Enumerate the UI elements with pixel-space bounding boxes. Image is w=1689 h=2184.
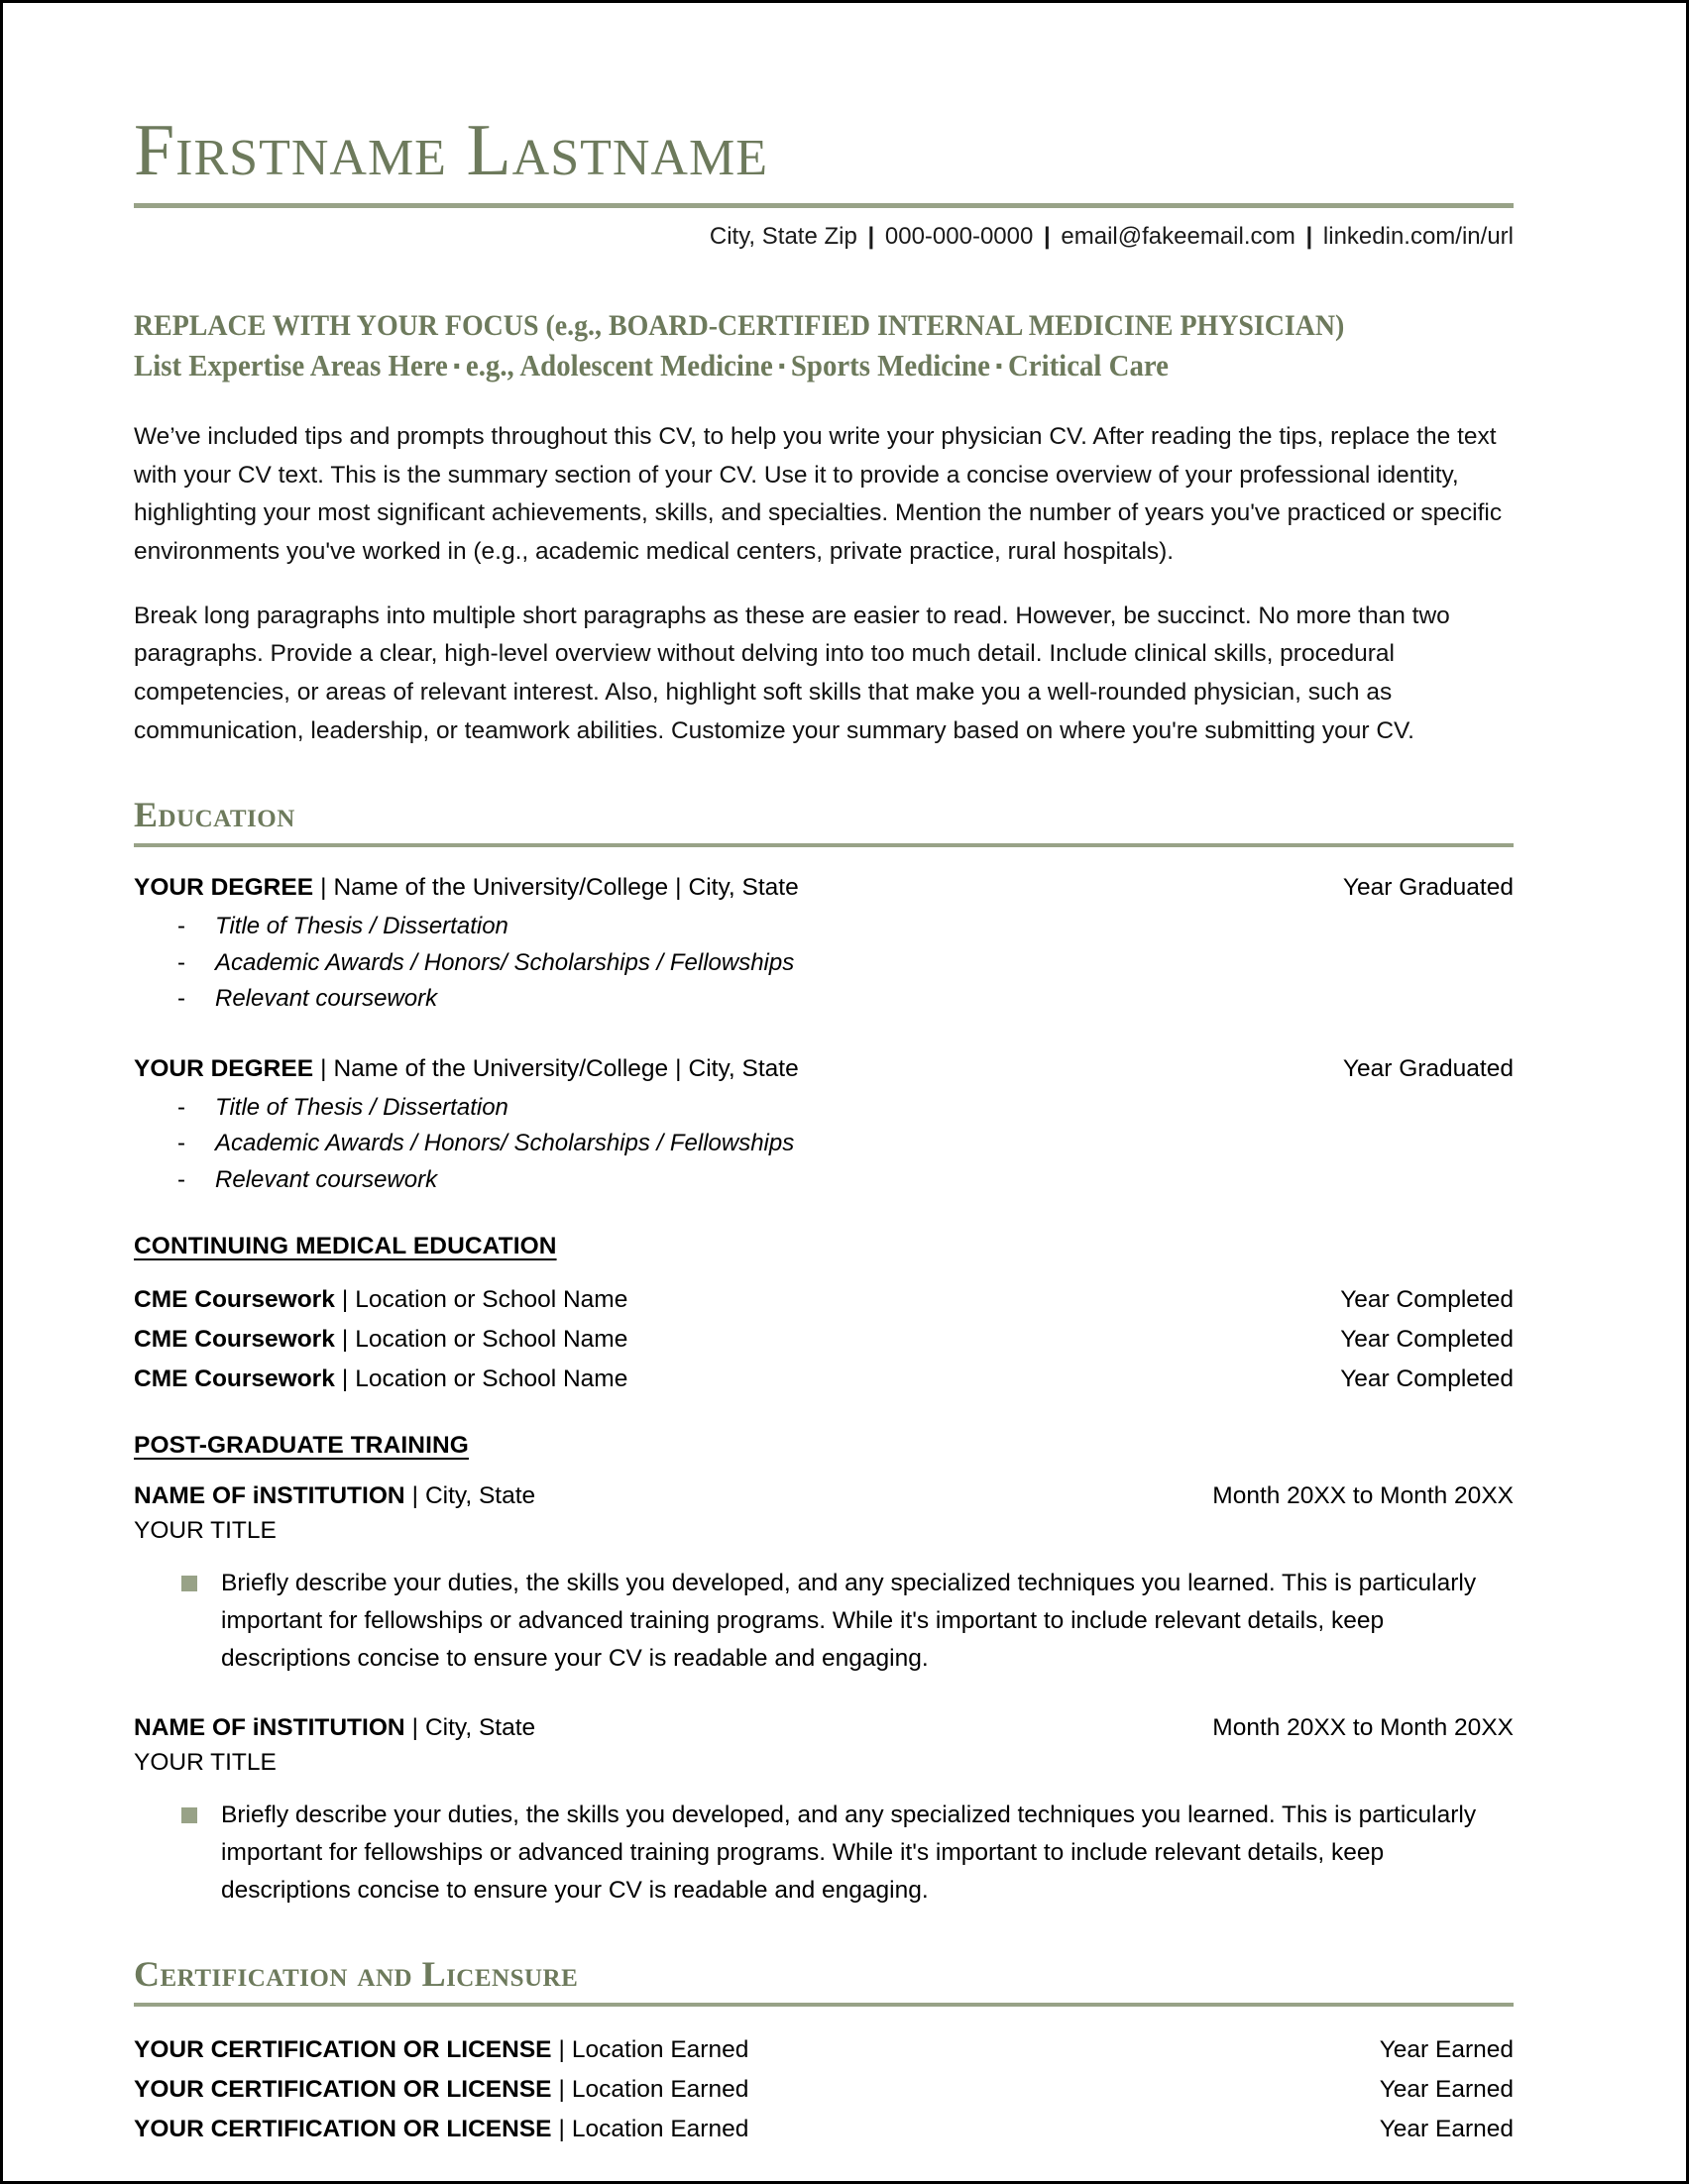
cme-location: Location or School Name (355, 1286, 628, 1314)
list-item: - Relevant coursework (134, 1163, 1514, 1198)
postgrad-entry-left (134, 1479, 1188, 1514)
cme-row-left (134, 1360, 1316, 1399)
degree-location: City, State (688, 874, 799, 902)
postgrad-bullet-list (134, 1797, 1514, 1911)
spacer (134, 1199, 1514, 1233)
expertise-item: Critical Care (1007, 347, 1169, 382)
list-item: - Academic Awards / Honors/ Scholarships / Fellowships (134, 946, 1514, 981)
contact-email[interactable]: email@fakeemail.com (1061, 223, 1295, 250)
cme-name: CME Coursework (134, 1325, 335, 1353)
certification-location: Location Earned (571, 2115, 749, 2142)
cme-year: Year Completed (1340, 1325, 1514, 1353)
postgrad-dates: Month 20XX to Month 20XX (1212, 1714, 1514, 1742)
contact-phone[interactable]: 000-000-0000 (884, 223, 1034, 250)
certification-year: Year Earned (1379, 2076, 1514, 2104)
degree-institution: Name of the University/College (333, 1054, 669, 1082)
cme-row (134, 1280, 1514, 1320)
certification-row-left (134, 2070, 1356, 2110)
degree-location: City, State (688, 1054, 799, 1082)
certification-name: YOUR CERTIFICATION OR LICENSE (134, 2036, 552, 2064)
cme-block (134, 1233, 1514, 1398)
institution-location: City, State (424, 1482, 536, 1510)
separator: | (558, 2115, 565, 2142)
separator: | (558, 2076, 565, 2104)
separator: | (320, 874, 327, 902)
contact-separator: | (1305, 223, 1313, 250)
expertise-line (134, 346, 1417, 386)
subheading-postgrad: POST-GRADUATE TRAINING (134, 1432, 469, 1460)
separator: | (411, 1714, 418, 1742)
certification-name: YOUR CERTIFICATION OR LICENSE (134, 2115, 552, 2142)
list-item: - Title of Thesis / Dissertation (134, 910, 1514, 944)
focus-headline: REPLACE WITH YOUR FOCUS (e.g., BOARD-CERTIFIED INTERNAL MEDICINE PHYSICIAN) (134, 309, 1345, 343)
cme-name: CME Coursework (134, 1365, 335, 1392)
education-entry-left (134, 871, 1319, 906)
certification-location: Location Earned (571, 2076, 749, 2104)
certification-row (134, 2110, 1514, 2149)
separator: | (675, 874, 682, 902)
degree-institution: Name of the University/College (333, 874, 669, 902)
postgrad-entry (134, 1479, 1514, 1678)
job-title: YOUR TITLE (134, 1517, 277, 1544)
focus-block (134, 306, 1514, 386)
degree-detail-list (134, 910, 1514, 1017)
page-title: Firstname Lastname (134, 110, 768, 191)
cme-row (134, 1320, 1514, 1360)
spacer (134, 1260, 1514, 1280)
summary-section (134, 418, 1514, 751)
contact-separator: | (867, 223, 875, 250)
section-heading-education: Education (134, 794, 295, 834)
education-entry-header (134, 871, 1514, 906)
cme-rows (134, 1280, 1514, 1398)
expertise-bullet-icon: ▪ (995, 353, 1003, 378)
cme-row-left (134, 1320, 1316, 1360)
contact-location: City, State Zip (709, 223, 857, 250)
section-divider (134, 2003, 1514, 2007)
separator: | (341, 1286, 349, 1314)
cv-header (134, 3, 1514, 253)
expertise-item: e.g., Adolescent Medicine (465, 347, 773, 382)
summary-paragraph: We’ve included tips and prompts throughout this CV, to help you write your physician CV. After reading the tips, replace the text with your CV text. This is the summary section of your CV. Use it to provide a concise overview of your professional identity, highlighting your most significant achievements, skills, and specialties. Mention the number of years you've practiced or specific environments you've worked in (e.g., academic medical centers, private practice, rural hospitals). (134, 422, 1503, 565)
separator: | (411, 1482, 418, 1510)
certification-body (134, 2030, 1514, 2148)
spacer (134, 1460, 1514, 1479)
postgrad-entry-left (134, 1711, 1188, 1746)
contact-linkedin[interactable]: linkedin.com/in/url (1322, 223, 1514, 250)
cv-content (134, 3, 1514, 2149)
institution-location: City, State (424, 1714, 536, 1742)
header-divider (134, 203, 1514, 208)
separator: | (558, 2036, 565, 2064)
contact-separator: | (1044, 223, 1051, 250)
expertise-bullet-icon: ▪ (453, 353, 461, 378)
cme-row-left (134, 1280, 1316, 1320)
section-heading-certification: Certification and Licensure (134, 1953, 579, 1994)
expertise-lead: List Expertise Areas Here (134, 347, 448, 382)
education-section (134, 794, 1514, 1911)
postgrad-entry-header (134, 1711, 1514, 1746)
certification-row (134, 2070, 1514, 2110)
certification-row (134, 2030, 1514, 2070)
certification-row-left (134, 2110, 1356, 2149)
education-entry-header (134, 1052, 1514, 1087)
institution-name: NAME OF iNSTITUTION (134, 1482, 405, 1510)
certification-name: YOUR CERTIFICATION OR LICENSE (134, 2076, 552, 2104)
list-item: - Academic Awards / Honors/ Scholarships / Fellowships (134, 1127, 1514, 1161)
degree-detail-list (134, 1091, 1514, 1198)
job-title: YOUR TITLE (134, 1749, 277, 1777)
cme-name: CME Coursework (134, 1286, 335, 1314)
degree-year: Year Graduated (1342, 874, 1514, 902)
education-entry (134, 1052, 1514, 1197)
postgrad-entry (134, 1711, 1514, 1910)
education-body (134, 871, 1514, 1910)
section-divider (134, 843, 1514, 847)
list-item: Briefly describe your duties, the skills you developed, and any specialized techniques you learned. This is particularly important for fellowships or advanced training programs. While it's important to include relevant details, keep descriptions concise to ensure your CV is readable and engaging. (134, 1797, 1514, 1911)
certification-year: Year Earned (1379, 2036, 1514, 2064)
cme-year: Year Completed (1340, 1286, 1514, 1314)
certification-location: Location Earned (571, 2036, 749, 2064)
expertise-bullet-icon: ▪ (778, 353, 786, 378)
cme-year: Year Completed (1340, 1365, 1514, 1392)
postgrad-block (134, 1432, 1514, 1910)
certification-row-left (134, 2030, 1356, 2070)
spacer (134, 1678, 1514, 1711)
subheading-cme: CONTINUING MEDICAL EDUCATION (134, 1233, 557, 1260)
separator: | (341, 1365, 349, 1392)
spacer (134, 1019, 1514, 1052)
institution-name: NAME OF iNSTITUTION (134, 1714, 405, 1742)
degree-year: Year Graduated (1342, 1054, 1514, 1082)
cme-location: Location or School Name (355, 1325, 628, 1353)
contact-line (134, 221, 1514, 253)
summary-paragraph: Break long paragraphs into multiple short paragraphs as these are easier to read. However, be succinct. No more than two paragraphs. Provide a clear, high-level overview without delving into too much detail. Include clinical skills, procedural competencies, or areas of relevant interest. Also, highlight soft skills that make you a well-rounded physician, such as communication, leadership, or teamwork abilities. Customize your summary based on where you're submitting your CV. (134, 601, 1450, 744)
postgrad-dates: Month 20XX to Month 20XX (1212, 1482, 1514, 1510)
separator: | (675, 1054, 682, 1082)
certification-section (134, 1953, 1514, 2149)
expertise-item: Sports Medicine (790, 347, 990, 382)
certification-year: Year Earned (1379, 2115, 1514, 2142)
education-entry (134, 871, 1514, 1016)
separator: | (341, 1325, 349, 1353)
cme-row (134, 1360, 1514, 1399)
postgrad-bullet-list (134, 1565, 1514, 1679)
cme-location: Location or School Name (355, 1365, 628, 1392)
degree-name: YOUR DEGREE (134, 874, 314, 902)
education-entry-left (134, 1052, 1319, 1087)
list-item: Briefly describe your duties, the skills you developed, and any specialized techniques you learned. This is particularly important for fellowships or advanced training programs. While it's important to include relevant details, keep descriptions concise to ensure your CV is readable and engaging. (134, 1565, 1514, 1679)
postgrad-entry-header (134, 1479, 1514, 1514)
list-item: - Title of Thesis / Dissertation (134, 1091, 1514, 1126)
degree-name: YOUR DEGREE (134, 1054, 314, 1082)
spacer (134, 1398, 1514, 1432)
list-item: - Relevant coursework (134, 982, 1514, 1017)
separator: | (320, 1054, 327, 1082)
